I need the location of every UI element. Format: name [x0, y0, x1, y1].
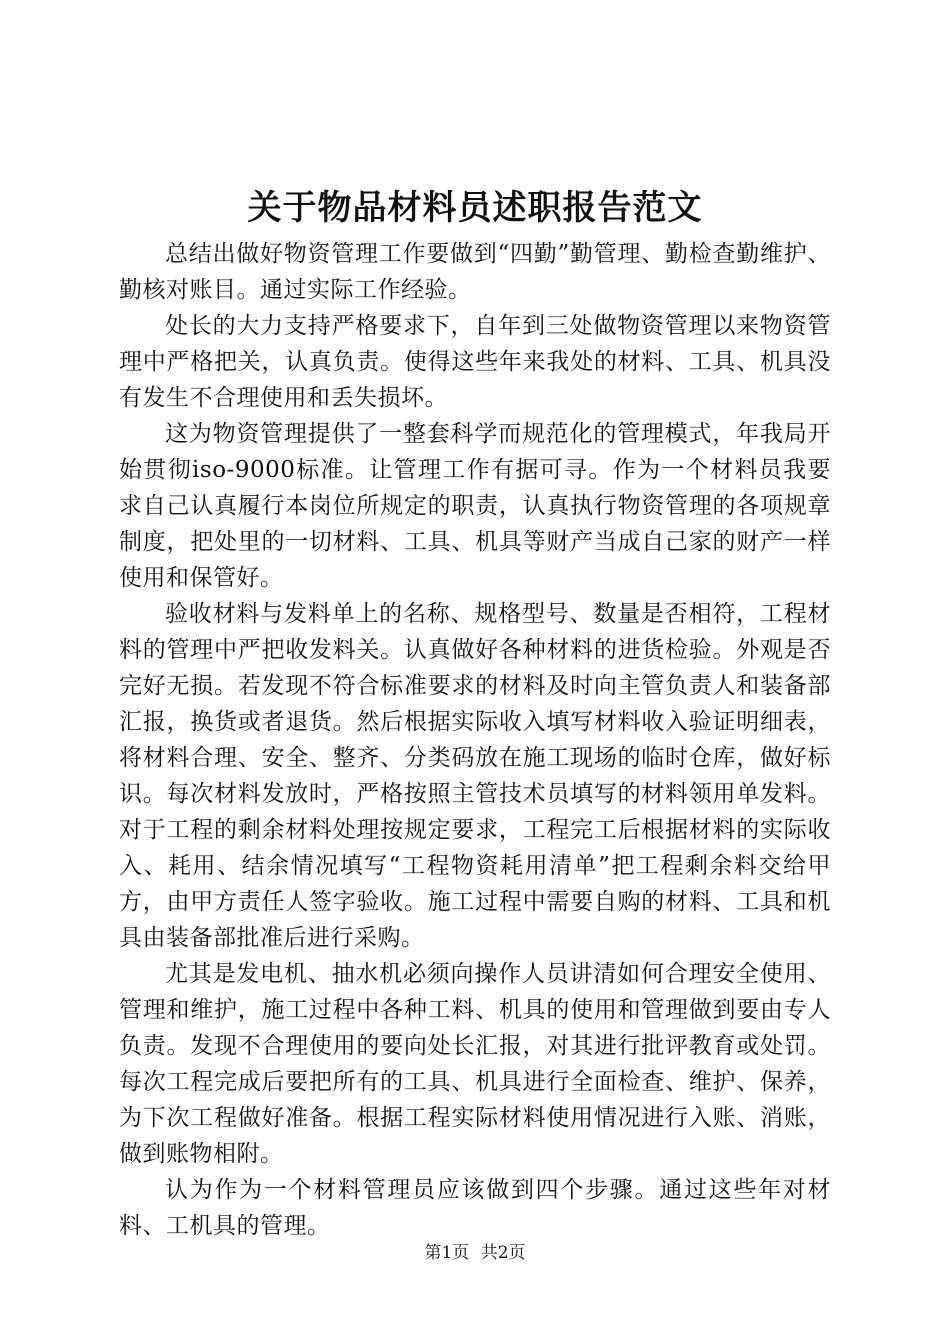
paragraph-4: 验收材料与发料单上的名称、规格型号、数量是否相符，工程材料的管理中严把收发料关。认真做好各种材料的进货检验。外观是否完好无损。若发现不符合标准要求的材料及时向主管负责人和装备部汇报，换货或者退货。然后根据实际收入填写材料收入验证明细表，将材料合理、安全、整齐、分类码放在施工现场的临时仓库，做好标识。每次材料发放时，严格按照主管技术员填写的材料领用单发料。对于工程的剩余材料处理按规定要求，工程完工后根据材料的实际收入、耗用、结余情况填写“工程物资耗用清单”把工程剩余料交给甲方，由甲方责任人签字验收。施工过程中需要自购的材料、工具和机具由装备部批准后进行采购。 — [119, 601, 831, 951]
page-number-current: 第1页 — [424, 1243, 470, 1263]
document-title: 关于物品材料员述职报告范文 — [247, 188, 703, 228]
paragraph-1: 总结出做好物资管理工作要做到“四勤”勤管理、勤检查勤维护、勤核对账目。通过实际工作经验。 — [119, 241, 831, 303]
paragraph-5: 尤其是发电机、抽水机必须向操作人员讲清如何合理安全使用、管理和维护，施工过程中各种工料、机具的使用和管理做到要由专人负责。发现不合理使用的要向处长汇报，对其进行批评教育或处罚。每次工程完成后要把所有的工具、机具进行全面检查、维护、保养，为下次工程做好准备。根据工程实际材料使用情况进行入账、消账，做到账物相附。 — [119, 961, 831, 1167]
page-footer — [0, 1241, 950, 1265]
document-body — [119, 236, 831, 1244]
paragraph-6: 认为作为一个材料管理员应该做到四个步骤。通过这些年对材料、工机具的管理。 — [119, 1177, 831, 1239]
paragraph-3: 这为物资管理提供了一整套科学而规范化的管理模式，年我局开始贯彻iso-9000标准。让管理工作有据可寻。作为一个材料员我要求自己认真履行本岗位所规定的职责，认真执行物资管理的各项规章制度，把处里的一切材料、工具、机具等财产当成自己家的财产一样使用和保管好。 — [119, 421, 831, 591]
paragraph-2: 处长的大力支持严格要求下，自年到三处做物资管理以来物资管理中严格把关，认真负责。使得这些年来我处的材料、工具、机具没有发生不合理使用和丢失损坏。 — [119, 313, 831, 411]
page-number-total: 共2页 — [480, 1243, 526, 1263]
